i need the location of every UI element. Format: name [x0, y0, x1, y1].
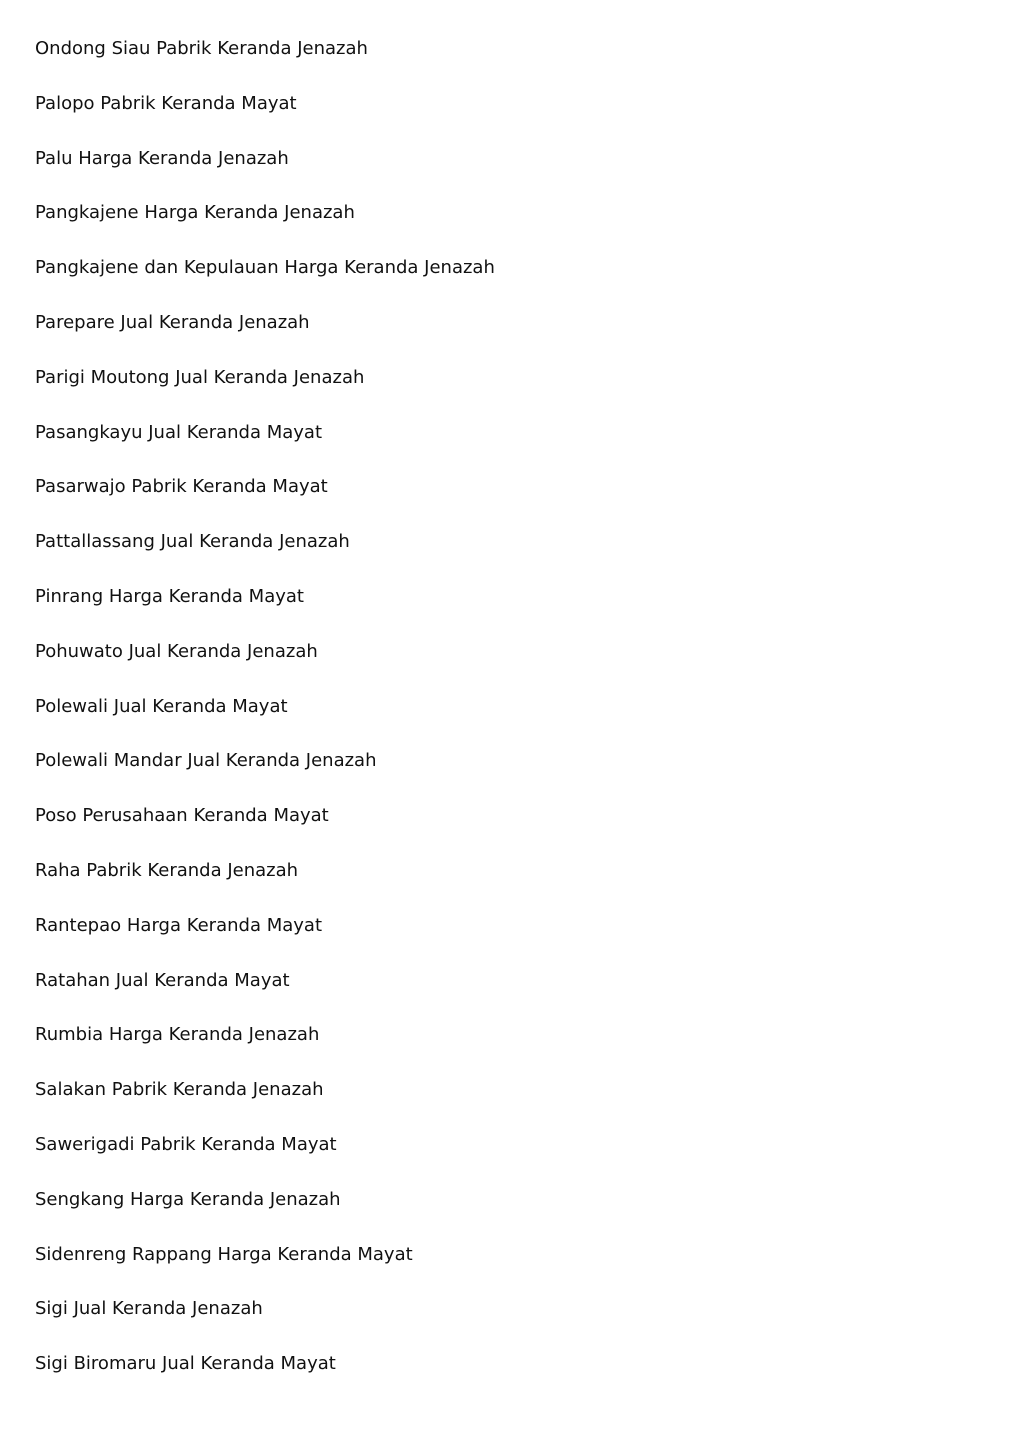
list-item: Pangkajene Harga Keranda Jenazah [35, 202, 355, 224]
list-item: Sidenreng Rappang Harga Keranda Mayat [35, 1243, 413, 1265]
list-item: Ondong Siau Pabrik Keranda Jenazah [35, 38, 368, 59]
list-item: Pohuwato Jual Keranda Jenazah [35, 640, 318, 662]
list-item: Polewali Jual Keranda Mayat [35, 695, 288, 717]
list-item: Sigi Jual Keranda Jenazah [35, 1298, 263, 1320]
list-item: Rantepao Harga Keranda Mayat [35, 914, 322, 936]
list-item: Palopo Pabrik Keranda Mayat [35, 92, 297, 114]
list-item: Parigi Moutong Jual Keranda Jenazah [35, 366, 365, 388]
list-item: Raha Pabrik Keranda Jenazah [35, 859, 299, 881]
list-item: Pinrang Harga Keranda Mayat [35, 585, 304, 607]
list-item: Pangkajene dan Kepulauan Harga Keranda Jenazah [35, 257, 495, 279]
list-item: Sigi Biromaru Jual Keranda Mayat [35, 1353, 336, 1375]
list-item: Poso Perusahaan Keranda Mayat [35, 805, 329, 827]
list-item: Polewali Mandar Jual Keranda Jenazah [35, 750, 377, 772]
list-item: Sawerigadi Pabrik Keranda Mayat [35, 1133, 337, 1155]
list-item: Parepare Jual Keranda Jenazah [35, 311, 310, 333]
list-item: Pattallassang Jual Keranda Jenazah [35, 531, 350, 553]
list-item: Salakan Pabrik Keranda Jenazah [35, 1079, 324, 1101]
entry-list [35, 36, 495, 1406]
list-item: Rumbia Harga Keranda Jenazah [35, 1024, 320, 1046]
list-item: Palu Harga Keranda Jenazah [35, 147, 289, 169]
list-item: Pasarwajo Pabrik Keranda Mayat [35, 476, 328, 498]
list-item: Ratahan Jual Keranda Mayat [35, 969, 290, 991]
list-item: Sengkang Harga Keranda Jenazah [35, 1188, 341, 1210]
list-item: Pasangkayu Jual Keranda Mayat [35, 421, 323, 443]
